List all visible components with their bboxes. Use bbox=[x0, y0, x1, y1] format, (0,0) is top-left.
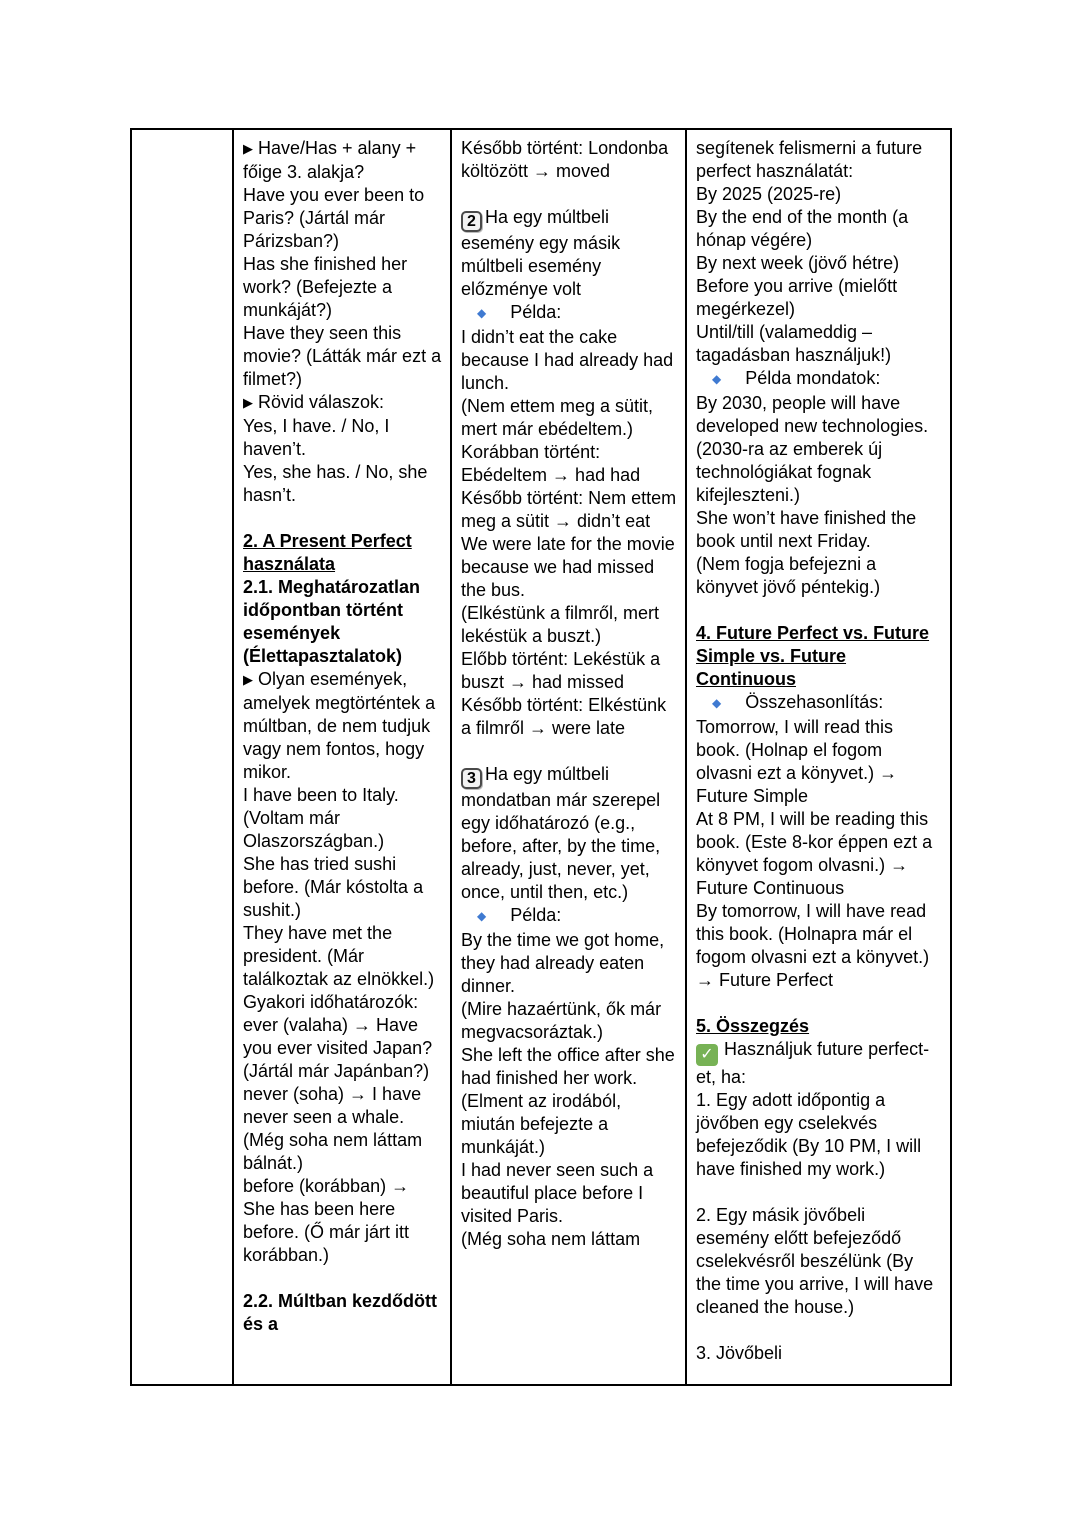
present-perfect-column-block bbox=[243, 922, 442, 991]
triangle-bullet-icon: ▶ bbox=[243, 141, 253, 156]
future-perfect-column-block bbox=[696, 691, 942, 716]
present-perfect-column-block bbox=[243, 784, 442, 853]
future-perfect-column-block bbox=[696, 1089, 942, 1181]
text-run: 2.2. Múltban kezdődött és a bbox=[243, 1291, 438, 1334]
text-run: I didn’t eat the cake because I had already had lunch. bbox=[461, 327, 674, 393]
text-run: ever (valaha) → Have you ever visited Japan? (Jártál már Japánban?) bbox=[243, 1015, 433, 1081]
blue-diamond-icon: ◆ bbox=[477, 306, 487, 320]
text-run: 2. Egy másik jövőbeli esemény előtt befejeződő cselekvésről beszélünk (By the time you arrive, I will have cleaned the house.) bbox=[696, 1205, 934, 1317]
past-perfect-column-block bbox=[461, 1228, 677, 1251]
present-perfect-column-block bbox=[243, 1175, 442, 1267]
text-run: Have you ever been to Paris? (Jártál már Párizsban?) bbox=[243, 185, 425, 251]
green-check-icon: ✓ bbox=[696, 1044, 718, 1066]
future-perfect-column-block bbox=[696, 252, 942, 275]
future-perfect-column-block bbox=[696, 507, 942, 553]
text-run: never (soha) → I have never seen a whale. (Még soha nem láttam bálnát.) bbox=[243, 1084, 423, 1173]
text-run: (Elment az irodából, miután befejezte a munkáját.) bbox=[461, 1091, 622, 1157]
present-perfect-column-block bbox=[243, 853, 442, 922]
past-perfect-column-block bbox=[461, 1090, 677, 1159]
text-run: 4. Future Perfect vs. Future Simple vs. Future Continuous bbox=[696, 623, 930, 689]
text-run: Yes, she has. / No, she hasn’t. bbox=[243, 462, 428, 505]
present-perfect-column-block bbox=[243, 991, 442, 1014]
text-run: Have/Has + alany + főige 3. alakja? bbox=[243, 138, 417, 182]
text-run: Példa mondatok: bbox=[745, 368, 881, 388]
text-run: (Nem fogja befejezni a könyvet jövő péntekig.) bbox=[696, 554, 881, 597]
present-perfect-column-block bbox=[243, 253, 442, 322]
table-cell-future-perfect bbox=[686, 129, 951, 1385]
future-perfect-column-block bbox=[696, 716, 942, 808]
past-perfect-column-block bbox=[461, 301, 677, 326]
text-run: Ha egy múltbeli esemény egy másik múltbeli esemény előzménye volt bbox=[461, 207, 621, 299]
text-run: Korábban történt: Ebédeltem → had had bbox=[461, 442, 641, 485]
text-run: By the time we got home, they had already eaten dinner. bbox=[461, 930, 665, 996]
present-perfect-column-block bbox=[243, 1014, 442, 1083]
text-run: At 8 PM, I will be reading this book. (Este 8-kor éppen ezt a könyvet fogom olvasni.) → Future Continuous bbox=[696, 809, 933, 898]
text-run: segítenek felismerni a future perfect használatát: bbox=[696, 138, 923, 181]
past-perfect-column-block bbox=[461, 904, 677, 929]
present-perfect-column-block bbox=[243, 184, 442, 253]
present-perfect-column-block bbox=[243, 668, 442, 784]
present-perfect-column-block bbox=[243, 1083, 442, 1175]
text-run: She left the office after she had finished her work. bbox=[461, 1045, 675, 1088]
past-perfect-column-block bbox=[461, 395, 677, 441]
text-run: (Elkéstünk a filmről, mert lekéstük a buszt.) bbox=[461, 603, 660, 646]
text-run: By tomorrow, I will have read this book. (Holnapra már el fogom olvasni ezt a könyvet.) → Future Perfect bbox=[696, 901, 930, 990]
text-run: I have been to Italy. (Voltam már Olaszországban.) bbox=[243, 785, 399, 851]
text-run: Ha egy múltbeli mondatban már szerepel egy időhatározó (e.g., before, after, by the time, already, just, never, yet, once, until then, etc.) bbox=[461, 764, 661, 902]
present-perfect-column-block bbox=[243, 530, 442, 576]
text-run: Példa: bbox=[510, 905, 562, 925]
text-run: They have met the president. (Már találkoztak az elnökkel.) bbox=[243, 923, 435, 989]
blue-diamond-icon: ◆ bbox=[477, 909, 487, 923]
past-perfect-column-block bbox=[461, 206, 677, 301]
future-perfect-column-block bbox=[696, 206, 942, 252]
text-run: 5. Összegzés bbox=[696, 1016, 810, 1036]
text-run: 2.1. Meghatározatlan időpontban történt események (Élettapasztalatok) bbox=[243, 577, 421, 666]
past-perfect-column-block bbox=[461, 998, 677, 1044]
text-run: Yes, I have. / No, I haven’t. bbox=[243, 416, 390, 459]
text-run: By 2030, people will have developed new technologies. (2030-ra az emberek új technológiákat fognak kifejleszteni.) bbox=[696, 393, 929, 505]
text-run: (Mire hazaértünk, ők már megvacsoráztak.) bbox=[461, 999, 662, 1042]
text-run: Until/till (valameddig – tagadásban használjuk!) bbox=[696, 322, 892, 365]
future-perfect-column-block bbox=[696, 137, 942, 183]
present-perfect-column-block bbox=[243, 576, 442, 668]
text-run: Olyan események, amelyek megtörténtek a múltban, de nem tudjuk vagy nem fontos, hogy mikor. bbox=[243, 669, 436, 782]
triangle-bullet-icon: ▶ bbox=[243, 395, 253, 410]
future-perfect-column-block bbox=[696, 275, 942, 321]
text-run: Rövid válaszok: bbox=[258, 392, 385, 412]
future-perfect-column-block bbox=[696, 900, 942, 992]
blue-diamond-icon: ◆ bbox=[712, 372, 722, 386]
text-run: By 2025 (2025-re) bbox=[696, 184, 842, 204]
text-run: 2. A Present Perfect használata bbox=[243, 531, 412, 574]
text-run: She won’t have finished the book until next Friday. bbox=[696, 508, 917, 551]
blank-line bbox=[243, 1267, 442, 1290]
future-perfect-column-block bbox=[696, 622, 942, 691]
future-perfect-column-block bbox=[696, 1342, 942, 1365]
past-perfect-column-block bbox=[461, 929, 677, 998]
table-row bbox=[131, 129, 951, 1385]
present-perfect-column-block bbox=[243, 137, 442, 184]
past-perfect-column-block bbox=[461, 648, 677, 694]
text-run: Have they seen this movie? (Látták már ezt a filmet?) bbox=[243, 323, 442, 389]
past-perfect-column-block bbox=[461, 487, 677, 533]
text-run: (Még soha nem láttam bbox=[461, 1229, 641, 1249]
text-run: Before you arrive (mielőtt megérkezel) bbox=[696, 276, 898, 319]
text-run: She has tried sushi before. (Már kóstolta a sushit.) bbox=[243, 854, 424, 920]
present-perfect-column-block bbox=[243, 415, 442, 461]
past-perfect-column-block bbox=[461, 602, 677, 648]
keycap-2-icon: 2 bbox=[461, 211, 482, 232]
future-perfect-column-block bbox=[696, 553, 942, 599]
blank-line bbox=[461, 183, 677, 206]
past-perfect-column-block bbox=[461, 533, 677, 602]
table-cell-empty bbox=[131, 129, 233, 1385]
text-run: (Nem ettem meg a sütit, mert már ebédeltem.) bbox=[461, 396, 654, 439]
past-perfect-column-block bbox=[461, 694, 677, 740]
past-perfect-column-block bbox=[461, 1044, 677, 1090]
table-cell-past-perfect bbox=[451, 129, 686, 1385]
text-run: Később történt: Elkéstünk a filmről → were late bbox=[461, 695, 667, 738]
future-perfect-column-block bbox=[696, 367, 942, 392]
text-run: 3. Jövőbeli bbox=[696, 1343, 783, 1363]
present-perfect-column-block bbox=[243, 1290, 442, 1336]
present-perfect-column-block bbox=[243, 391, 442, 415]
past-perfect-column-block bbox=[461, 326, 677, 395]
blue-diamond-icon: ◆ bbox=[712, 696, 722, 710]
future-perfect-column-block bbox=[696, 1038, 942, 1089]
present-perfect-column-block bbox=[243, 322, 442, 391]
blank-line bbox=[461, 740, 677, 763]
text-run: Később történt: Nem ettem meg a sütit → didn’t eat bbox=[461, 488, 677, 531]
text-run: Később történt: Londonba költözött → moved bbox=[461, 138, 669, 181]
text-run: Példa: bbox=[510, 302, 562, 322]
text-run: Összehasonlítás: bbox=[745, 692, 884, 712]
text-run: before (korábban) → She has been here before. (Ő már járt itt korábban.) bbox=[243, 1176, 410, 1265]
blank-line bbox=[696, 1181, 942, 1204]
past-perfect-column-block bbox=[461, 763, 677, 904]
text-run: Gyakori időhatározók: bbox=[243, 992, 419, 1012]
text-run: By next week (jövő hétre) bbox=[696, 253, 900, 273]
triangle-bullet-icon: ▶ bbox=[243, 672, 253, 687]
past-perfect-column-block bbox=[461, 441, 677, 487]
grammar-notes-table bbox=[130, 128, 952, 1386]
future-perfect-column-block bbox=[696, 183, 942, 206]
text-run: Előbb történt: Lekéstük a buszt → had missed bbox=[461, 649, 661, 692]
text-run: We were late for the movie because we had missed the bus. bbox=[461, 534, 675, 600]
text-run: 1. Egy adott időpontig a jövőben egy cselekvés befejeződik (By 10 PM, I will have finished my work.) bbox=[696, 1090, 922, 1179]
table-cell-present-perfect bbox=[233, 129, 451, 1385]
future-perfect-column-block bbox=[696, 808, 942, 900]
future-perfect-column-block bbox=[696, 321, 942, 367]
text-run: Has she finished her work? (Befejezte a munkáját?) bbox=[243, 254, 408, 320]
future-perfect-column-block bbox=[696, 1015, 942, 1038]
present-perfect-column-block bbox=[243, 461, 442, 507]
blank-line bbox=[696, 599, 942, 622]
text-run: By the end of the month (a hónap végére) bbox=[696, 207, 909, 250]
future-perfect-column-block bbox=[696, 392, 942, 507]
blank-line bbox=[696, 992, 942, 1015]
text-run: I had never seen such a beautiful place before I visited Paris. bbox=[461, 1160, 654, 1226]
future-perfect-column-block bbox=[696, 1204, 942, 1319]
keycap-3-icon: 3 bbox=[461, 768, 482, 789]
past-perfect-column-block bbox=[461, 1159, 677, 1228]
past-perfect-column-block bbox=[461, 137, 677, 183]
blank-line bbox=[696, 1319, 942, 1342]
text-run: Tomorrow, I will read this book. (Holnap el fogom olvasni ezt a könyvet.) → Future Simple bbox=[696, 717, 898, 806]
text-run: Használjuk future perfect-et, ha: bbox=[696, 1039, 930, 1087]
blank-line bbox=[243, 507, 442, 530]
